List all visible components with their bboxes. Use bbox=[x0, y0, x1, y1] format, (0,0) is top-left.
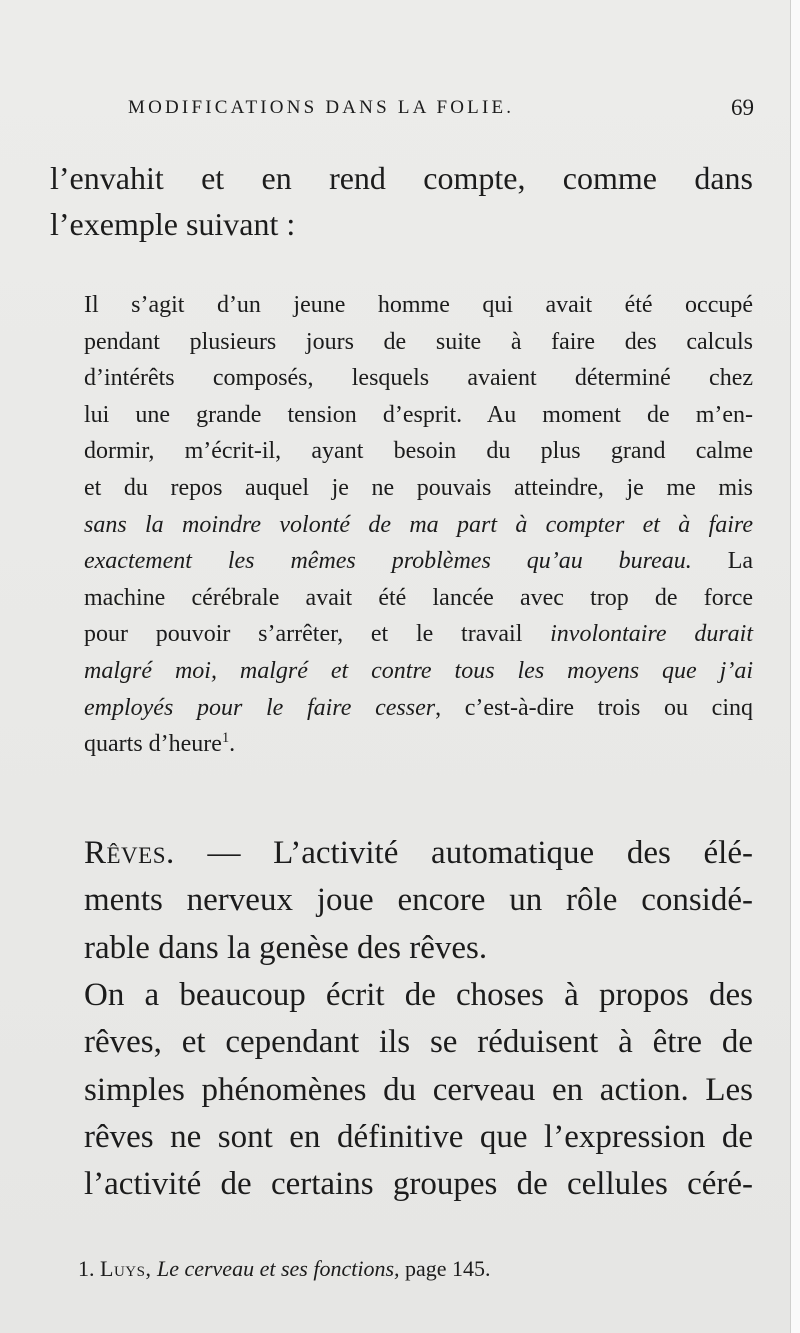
quote-line-italic bbox=[50, 653, 753, 690]
body-line: On a beaucoup écrit de choses à propos des bbox=[84, 977, 753, 1013]
footnote-author: Luys, bbox=[100, 1256, 152, 1281]
intro-line: l’envahit et en rend compte, comme dans bbox=[50, 160, 753, 196]
section-paragraph-reves bbox=[50, 830, 753, 972]
body-line: simples phénomènes du cerveau en action. Les bbox=[84, 1071, 753, 1108]
footnote-title: Le cerveau et ses fonctions, bbox=[156, 1256, 400, 1281]
quote-line-italic bbox=[50, 507, 753, 544]
quote-line: d’intérêts composés, lesquels avaient déterminé chez bbox=[84, 365, 753, 392]
quote-line bbox=[50, 726, 753, 763]
quote-text: La bbox=[727, 548, 753, 575]
quote-line: pendant plusieurs jours de suite à faire des calculs bbox=[84, 328, 753, 355]
footnote-page: page 145. bbox=[405, 1256, 491, 1281]
quote-line: lui une grande tension d’esprit. Au moment de m’en- bbox=[84, 401, 753, 428]
quote-text: quarts d’heure bbox=[84, 731, 222, 758]
quote-line: et du repos auquel je ne pouvais atteindre, je me mis bbox=[84, 474, 753, 501]
body-line: rable dans la genèse des rêves. bbox=[84, 929, 488, 966]
body-line: rêves ne sont en définitive que l’expression de bbox=[84, 1118, 753, 1155]
section-heading: Rêves. bbox=[84, 835, 175, 871]
body-line: rêves, et cependant ils se réduisent à être de bbox=[84, 1024, 753, 1061]
body-paragraph bbox=[50, 972, 753, 1208]
running-header bbox=[128, 90, 754, 126]
footnote bbox=[78, 1253, 638, 1285]
quoted-testimony bbox=[50, 287, 753, 763]
italic-text: involontaire durait bbox=[550, 621, 754, 648]
quote-line: dormir, m’écrit-il, ayant besoin du plus grand calme bbox=[84, 438, 753, 465]
quote-text: , c’est-à-dire trois ou cinq bbox=[435, 694, 753, 721]
footnote-reference: 1 bbox=[221, 730, 230, 747]
body-text: — L’activité automatique des élé- bbox=[174, 835, 753, 871]
quote-line bbox=[50, 616, 753, 653]
quote-line: machine cérébrale avait été lancée avec trop de force bbox=[84, 584, 753, 611]
italic-text: exactement les mêmes problèmes qu’au bureau. bbox=[84, 548, 692, 575]
italic-text: malgré moi, malgré et contre tous les moyens que j’ai bbox=[84, 657, 753, 684]
italic-text: sans la moindre volonté de ma part à compter et à faire bbox=[84, 511, 753, 538]
body-line: l’activité de certains groupes de cellules céré- bbox=[84, 1166, 753, 1203]
quote-line bbox=[50, 690, 753, 727]
quote-text: . bbox=[229, 731, 236, 758]
quote-line: Il s’agit d’un jeune homme qui avait été occupé bbox=[84, 292, 753, 318]
body-line bbox=[50, 830, 753, 877]
page-edge bbox=[790, 0, 800, 1333]
quote-line bbox=[50, 543, 753, 580]
quote-text: pour pouvoir s’arrêter, et le travail bbox=[84, 621, 523, 648]
italic-text: employés pour le faire cesser bbox=[84, 694, 436, 721]
running-title: MODIFICATIONS DANS LA FOLIE. bbox=[128, 97, 515, 118]
footnote-number: 1. bbox=[78, 1256, 95, 1281]
intro-paragraph bbox=[50, 155, 753, 247]
intro-line: l’exemple suivant : bbox=[50, 206, 296, 242]
page-number: 69 bbox=[731, 95, 754, 120]
body-line: ments nerveux joue encore un rôle considé- bbox=[84, 882, 753, 919]
